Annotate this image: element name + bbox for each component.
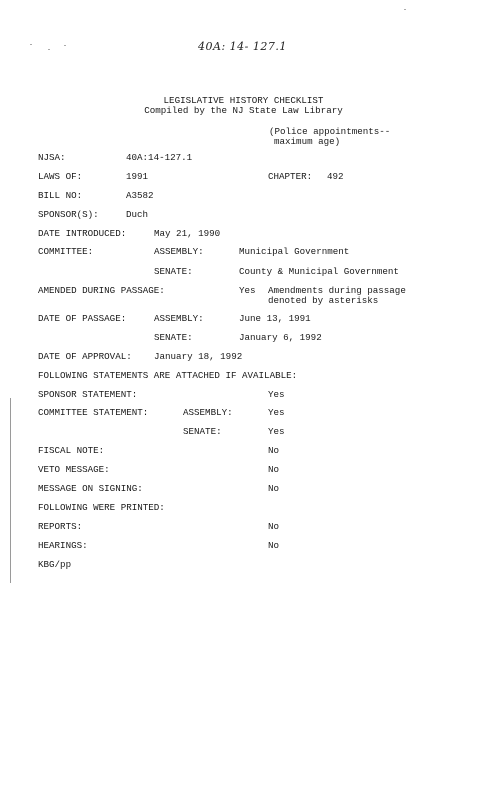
scan-speck bbox=[64, 45, 66, 46]
hearings-label: HEARINGS: bbox=[38, 540, 88, 551]
sponsor-label: SPONSOR(S): bbox=[38, 209, 99, 220]
footer-initials: KBG/pp bbox=[38, 559, 72, 570]
njsa-label: NJSA: bbox=[38, 152, 66, 163]
introduced-value: May 21, 1990 bbox=[154, 228, 221, 239]
passage-assembly-value: June 13, 1991 bbox=[239, 313, 311, 324]
committee-assembly-label: ASSEMBLY: bbox=[154, 246, 204, 257]
laws-value: 1991 bbox=[126, 171, 149, 182]
chapter-value: 492 bbox=[327, 171, 344, 182]
committee-assembly-value: Municipal Government bbox=[239, 246, 350, 257]
committee-senate-label: SENATE: bbox=[154, 266, 193, 277]
committee-label: COMMITTEE: bbox=[38, 246, 94, 257]
committee-statement-label: COMMITTEE STATEMENT: bbox=[38, 407, 149, 418]
laws-label: LAWS OF: bbox=[38, 171, 83, 182]
chapter-label: CHAPTER: bbox=[268, 171, 313, 182]
signing-message-value: No bbox=[268, 483, 280, 494]
introduced-label: DATE INTRODUCED: bbox=[38, 228, 127, 239]
amended-value: Yes bbox=[239, 285, 256, 296]
fiscal-note-value: No bbox=[268, 445, 280, 456]
veto-message-label: VETO MESSAGE: bbox=[38, 464, 110, 475]
reports-label: REPORTS: bbox=[38, 521, 83, 532]
topic-note-line2: maximum age) bbox=[274, 136, 341, 147]
reports-value: No bbox=[268, 521, 280, 532]
njsa-value: 40A:14-127.1 bbox=[126, 152, 193, 163]
scan-margin-line bbox=[10, 398, 11, 583]
fiscal-note-label: FISCAL NOTE: bbox=[38, 445, 105, 456]
veto-message-value: No bbox=[268, 464, 280, 475]
passage-label: DATE OF PASSAGE: bbox=[38, 313, 127, 324]
committee-senate-value: County & Municipal Government bbox=[239, 266, 399, 277]
printed-heading: FOLLOWING WERE PRINTED: bbox=[38, 502, 165, 513]
passage-assembly-label: ASSEMBLY: bbox=[154, 313, 204, 324]
sponsor-statement-label: SPONSOR STATEMENT: bbox=[38, 389, 138, 400]
passage-senate-label: SENATE: bbox=[154, 332, 193, 343]
committee-statement-senate-label: SENATE: bbox=[183, 426, 222, 437]
amended-note-line1: Amendments during passage bbox=[268, 285, 406, 296]
amended-label: AMENDED DURING PASSAGE: bbox=[38, 285, 165, 296]
scan-speck bbox=[404, 9, 406, 10]
document-subtitle: Compiled by the NJ State Law Library bbox=[144, 105, 343, 116]
sponsor-statement-value: Yes bbox=[268, 389, 285, 400]
approval-value: January 18, 1992 bbox=[154, 351, 243, 362]
sponsor-value: Duch bbox=[126, 209, 149, 220]
approval-label: DATE OF APPROVAL: bbox=[38, 351, 132, 362]
committee-statement-assembly-value: Yes bbox=[268, 407, 285, 418]
passage-senate-value: January 6, 1992 bbox=[239, 332, 322, 343]
committee-statement-senate-value: Yes bbox=[268, 426, 285, 437]
signing-message-label: MESSAGE ON SIGNING: bbox=[38, 483, 143, 494]
document-title: LEGISLATIVE HISTORY CHECKLIST bbox=[163, 95, 324, 106]
scan-speck bbox=[30, 44, 32, 45]
bill-value: A3582 bbox=[126, 190, 154, 201]
committee-statement-assembly-label: ASSEMBLY: bbox=[183, 407, 233, 418]
topic-note-line1: (Police appointments-- bbox=[269, 126, 391, 137]
bill-label: BILL NO: bbox=[38, 190, 83, 201]
scan-speck bbox=[48, 49, 50, 50]
amended-note-line2: denoted by asterisks bbox=[268, 295, 379, 306]
handwritten-note: 40A: 14- 127.1 bbox=[198, 40, 287, 53]
hearings-value: No bbox=[268, 540, 280, 551]
statements-heading: FOLLOWING STATEMENTS ARE ATTACHED IF AVAILABLE: bbox=[38, 370, 298, 381]
